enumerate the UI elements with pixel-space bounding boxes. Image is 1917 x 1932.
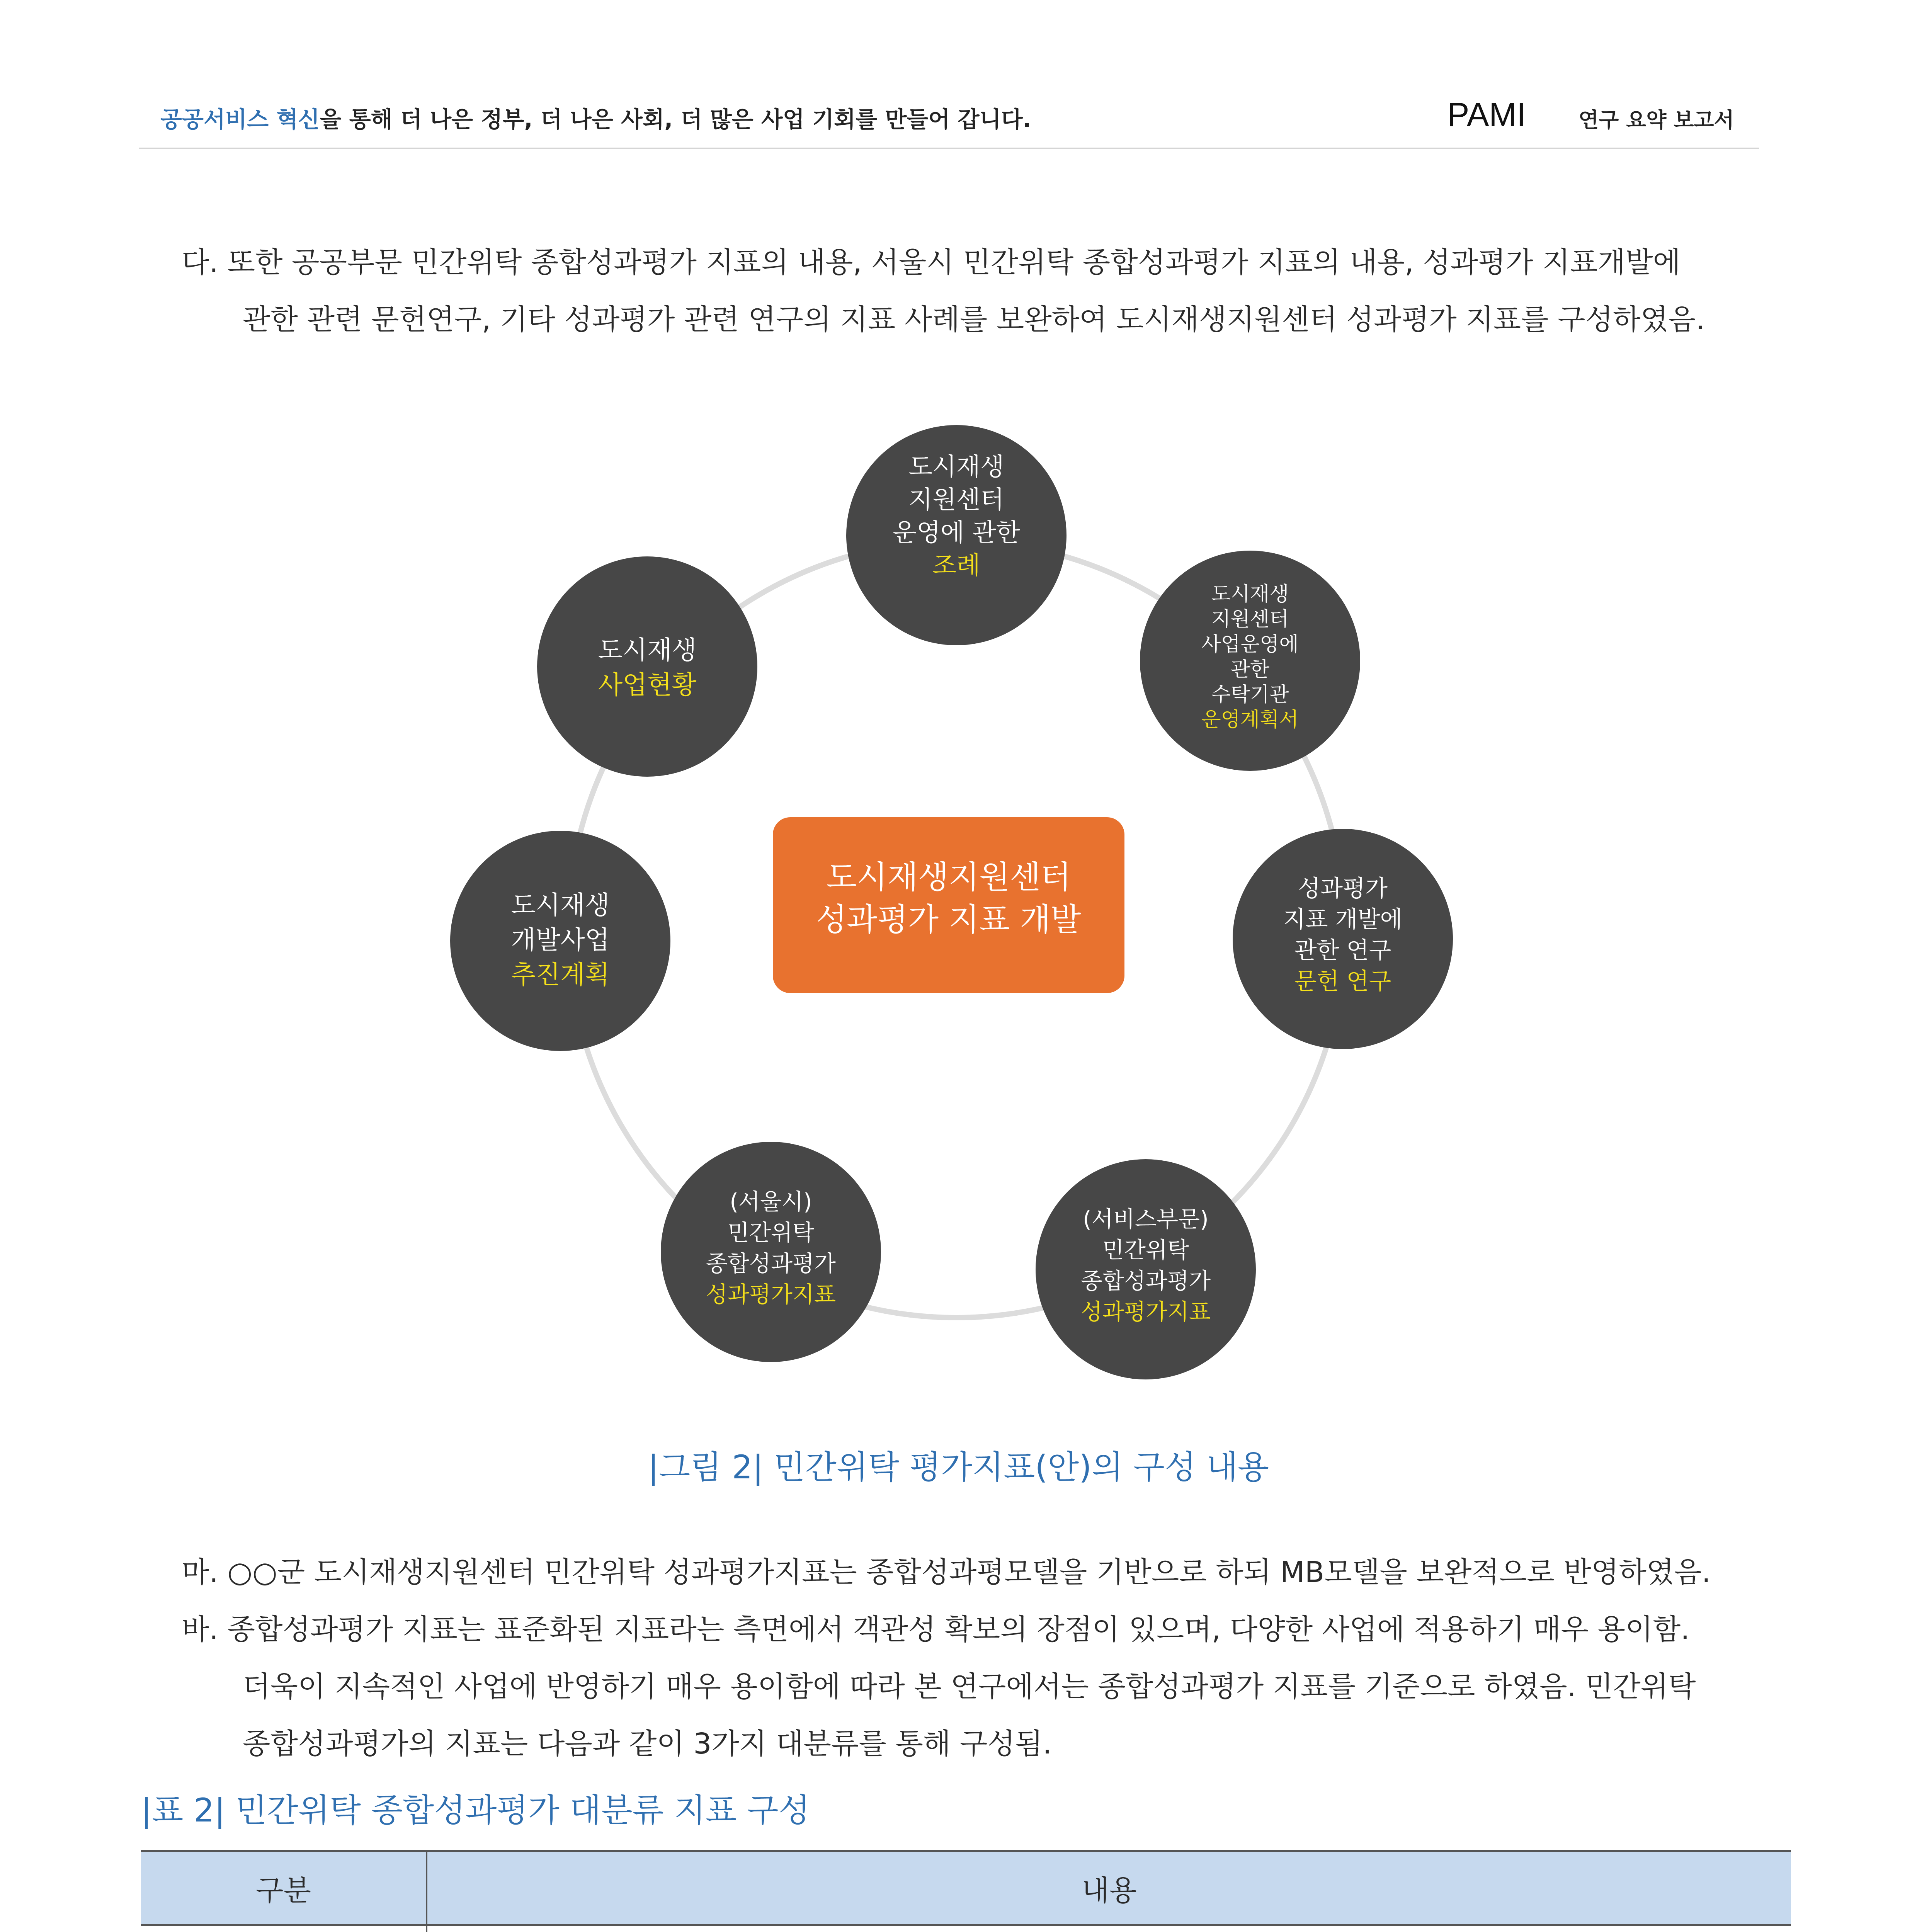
svg-text:사업현황: 사업현황 [598, 670, 697, 700]
header-report-type: 연구 요약 보고서 [1579, 108, 1734, 132]
node-business-status [537, 556, 757, 777]
tagline-highlight: 공공서비스 혁신 [160, 106, 320, 133]
figure-caption: |그림 2| 민간위탁 평가지표(안)의 구성 내용 [648, 1448, 1269, 1486]
para-da-line2: 관한 관련 문헌연구, 기타 성과평가 관련 연구의 지표 사례를 보완하여 도시재생지원센터 성과평가 지표를 구성하였음. [243, 303, 1705, 336]
row-content [427, 1925, 1791, 1932]
para-ba-line3: 종합성과평가의 지표는 다음과 같이 3가지 대분류를 통해 구성됨. [243, 1727, 1052, 1760]
svg-text:사업운영에: 사업운영에 [1201, 633, 1299, 656]
col-header-content: 내용 [427, 1851, 1791, 1925]
table-row [141, 1925, 1791, 1932]
svg-text:수탁기관: 수탁기관 [1211, 683, 1289, 706]
svg-text:지표 개발에: 지표 개발에 [1283, 906, 1403, 933]
col-header-category: 구분 [141, 1851, 427, 1925]
svg-text:지원센터: 지원센터 [1211, 608, 1289, 631]
para-da-line1: 다. 또한 공공부문 민간위탁 종합성과평가 지표의 내용, 서울시 민간위탁 종합성과평가 지표의 내용, 성과평가 지표개발에 [182, 246, 1681, 279]
para-ba-line1: 바. 종합성과평가 지표는 표준화된 지표라는 측면에서 객관성 확보의 장점이 있으며, 다양한 사업에 적용하기 매우 용이함. [182, 1613, 1690, 1646]
svg-text:(서울시): (서울시) [730, 1189, 812, 1215]
svg-text:성과평가지표: 성과평가지표 [706, 1281, 836, 1308]
svg-text:성과평가지표: 성과평가지표 [1080, 1299, 1211, 1325]
svg-text:(서비스부문): (서비스부문) [1083, 1206, 1209, 1232]
svg-text:도시재생: 도시재생 [598, 635, 697, 665]
svg-text:추진계획: 추진계획 [511, 960, 610, 990]
svg-text:문헌 연구: 문헌 연구 [1294, 968, 1391, 995]
svg-text:도시재생: 도시재생 [908, 453, 1004, 481]
svg-text:운영계획서: 운영계획서 [1201, 708, 1299, 731]
composition-diagram [437, 398, 1480, 1391]
svg-text:도시재생: 도시재생 [511, 890, 610, 920]
svg-text:종합성과평가: 종합성과평가 [1080, 1268, 1211, 1294]
node-operation-plan [1140, 551, 1360, 771]
header-brand: PAMI [1447, 96, 1526, 133]
center-title-line2: 성과평가 지표 개발 [816, 901, 1081, 938]
svg-text:관한 연구: 관한 연구 [1294, 937, 1391, 964]
para-ma: 마. ○○군 도시재생지원센터 민간위탁 성과평가지표는 종합성과평모델을 기반으로 하되 MB모델을 보완적으로 반영하였음. [182, 1556, 1711, 1589]
table-header-row [141, 1851, 1791, 1925]
node-seoul-indicators [661, 1142, 881, 1362]
node-literature-research [1233, 829, 1453, 1049]
svg-text:지원센터: 지원센터 [908, 486, 1004, 514]
svg-text:관한: 관한 [1230, 658, 1270, 681]
indicator-table [141, 1850, 1791, 1932]
header-tagline [160, 101, 1031, 134]
svg-text:민간위탁: 민간위탁 [1102, 1237, 1189, 1263]
svg-text:조례: 조례 [932, 551, 980, 580]
center-title-line1: 도시재생지원센터 [826, 859, 1071, 896]
node-ordinance [846, 425, 1067, 645]
para-ba-line2: 더욱이 지속적인 사업에 반영하기 매우 용이함에 따라 본 연구에서는 종합성과평가 지표를 기준으로 하였음. 민간위탁 [243, 1670, 1696, 1703]
header-divider [139, 148, 1759, 149]
node-service-indicators [1036, 1159, 1256, 1379]
svg-text:종합성과평가: 종합성과평가 [706, 1250, 836, 1277]
tagline-rest: 을 통해 더 나은 정부, 더 나은 사회, 더 많은 사업 기회를 만들어 갑니다. [320, 106, 1031, 133]
svg-text:민간위탁: 민간위탁 [727, 1219, 815, 1246]
svg-text:성과평가: 성과평가 [1298, 875, 1388, 902]
svg-text:운영에 관한: 운영에 관한 [893, 519, 1020, 547]
table-caption: |표 2| 민간위탁 종합성과평가 대분류 지표 구성 [141, 1791, 810, 1829]
svg-text:개발사업: 개발사업 [511, 925, 610, 955]
row-category [141, 1925, 427, 1932]
node-promotion-plan [450, 831, 670, 1051]
svg-text:도시재생: 도시재생 [1211, 583, 1289, 606]
